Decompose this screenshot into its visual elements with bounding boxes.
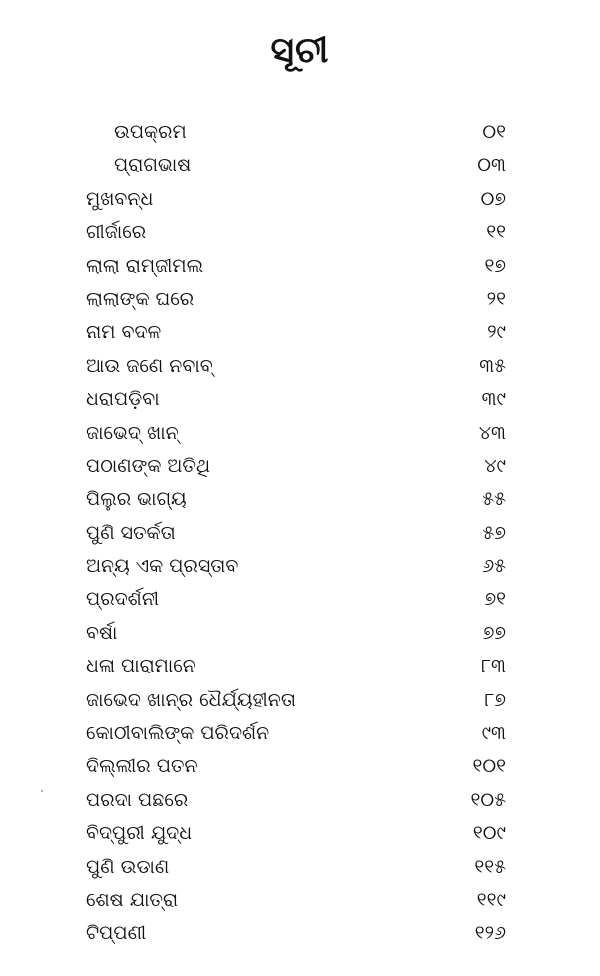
toc-entry — [86, 316, 506, 349]
toc-entry-page-number: ୮୭ — [484, 688, 506, 711]
toc-entry-title: ଅନ୍ୟ ଏକ ପ୍ରସ୍ତାବ — [86, 555, 239, 578]
toc-entry — [86, 183, 506, 216]
toc-entry-title: ଧରାପଡ଼ିବା — [86, 388, 160, 411]
toc-entry-title: ମୁଖବନ୍ଧ — [86, 187, 154, 210]
toc-entry-title: ଜାଭେଦ୍‌ ଖାନ୍‌ — [86, 421, 179, 444]
toc-entry-title: ଟିପ୍ପଣୀ — [86, 922, 147, 945]
toc-entry — [86, 684, 506, 717]
toc-entry-page-number: ୩୯ — [481, 388, 506, 411]
toc-entry-page-number: ୧୧ — [486, 221, 506, 244]
toc-entry — [86, 216, 506, 249]
toc-entry-page-number: ୨୧ — [486, 287, 506, 310]
toc-entry-page-number: ୧୭ — [484, 254, 506, 277]
toc-entry — [86, 583, 506, 616]
toc-entry-title: ବର୍ଷା — [86, 621, 118, 644]
toc-entry-page-number: ୧୧୯ — [476, 888, 506, 911]
toc-entry — [86, 917, 506, 950]
toc-entry-title: ଜାଭେଦ ଖାନ୍‌ର ଧୈର୍ଯ୍ୟହୀନତା — [86, 688, 296, 711]
toc-entry — [86, 851, 506, 884]
toc-entry-page-number: ୦୩ — [477, 154, 506, 177]
toc-entry-title: ପଠାଣଙ୍କ ଅତିଥି — [86, 454, 211, 477]
toc-entry — [86, 784, 506, 817]
toc-entry — [86, 450, 506, 483]
toc-entry-title: ଲାଲା ରାମ୍‌ଜୀମଲ — [86, 254, 204, 277]
toc-entry-title: ପୁଣି ସତର୍କତା — [86, 521, 176, 544]
toc-entry-title: ପ୍ରଦର୍ଶନୀ — [86, 588, 160, 611]
toc-entry-page-number: ୪୩ — [478, 421, 506, 444]
toc-entry-page-number: ୮୩ — [481, 655, 506, 678]
toc-entry-page-number: ୦୭ — [480, 187, 506, 210]
toc-entry-title: ଗୀର୍ଜାରେ — [86, 221, 147, 244]
toc-entry — [86, 550, 506, 583]
toc-entry — [86, 250, 506, 283]
toc-entry-title: ଶେଷ ଯାତ୍ରା — [86, 888, 179, 911]
toc-entry — [86, 116, 506, 149]
toc-entry-page-number: ୧୦୫ — [470, 788, 506, 811]
toc-entry-title: ପୁଣି ଉଡାଣ — [86, 855, 170, 878]
toc-entry-title: କୋଠୀବାଲିଙ୍କ ପରିଦର୍ଶନ — [86, 722, 270, 745]
toc-entry-title: ବିଦ୍‌ପୁରୀ ଯୁଦ୍ଧ — [86, 822, 193, 845]
toc-entry — [86, 350, 506, 383]
toc-entry — [86, 149, 506, 182]
toc-entry — [86, 283, 506, 316]
toc-entry — [86, 817, 506, 850]
toc-entry-title: ଦିଲ୍ଲୀର ପତନ — [86, 755, 198, 778]
toc-entry-page-number: ୫୭ — [482, 521, 506, 544]
toc-entry — [86, 750, 506, 783]
toc-entry — [86, 717, 506, 750]
toc-entry — [86, 650, 506, 683]
toc-entry-title: ପରଦା ପଛରେ — [86, 788, 189, 811]
toc-entry-page-number: ୭୭ — [482, 621, 506, 644]
toc-entry-title: ଆଉ ଜଣେ ନବାବ୍‌ — [86, 354, 213, 377]
margin-speck — [41, 790, 43, 792]
toc-entry — [86, 383, 506, 416]
toc-entry — [86, 617, 506, 650]
toc-entry-title: ଧଳା ପାରାମାନେ — [86, 655, 196, 678]
toc-entry-page-number: ୪୯ — [484, 454, 506, 477]
table-of-contents — [86, 116, 506, 951]
toc-entry-page-number: ୧୨୬ — [474, 922, 506, 945]
toc-entry-title: ଲାଲାଙ୍କ ଘରେ — [86, 287, 195, 310]
toc-entry-page-number: ୧୦୧ — [472, 755, 506, 778]
toc-entry-title: ପିଲୁର ଭାଗ୍ୟ — [86, 488, 187, 511]
toc-entry — [86, 483, 506, 516]
toc-entry-page-number: ୧୧୫ — [474, 855, 506, 878]
toc-entry-page-number: ୨୯ — [487, 321, 506, 344]
toc-entry-title: ଉପକ୍ରମ — [114, 121, 187, 143]
toc-entry-page-number: ୩୫ — [479, 354, 506, 377]
toc-entry-page-number: ୭୧ — [484, 588, 506, 611]
toc-entry — [86, 884, 506, 917]
toc-entry — [86, 517, 506, 550]
toc-entry-page-number: ୧୦୯ — [472, 822, 506, 845]
toc-entry-page-number: ୫୫ — [482, 488, 506, 511]
toc-entry-page-number: ୦୧ — [482, 121, 506, 143]
toc-entry — [86, 417, 506, 450]
toc-entry-page-number: ୬୫ — [482, 555, 506, 578]
toc-entry-title: ନାମ ବଦଳ — [86, 321, 162, 344]
page-title: ସୂଚୀ — [270, 30, 330, 71]
toc-entry-page-number: ୯୩ — [481, 722, 506, 745]
toc-entry-title: ପ୍ରାଗଭାଷ — [114, 154, 192, 177]
